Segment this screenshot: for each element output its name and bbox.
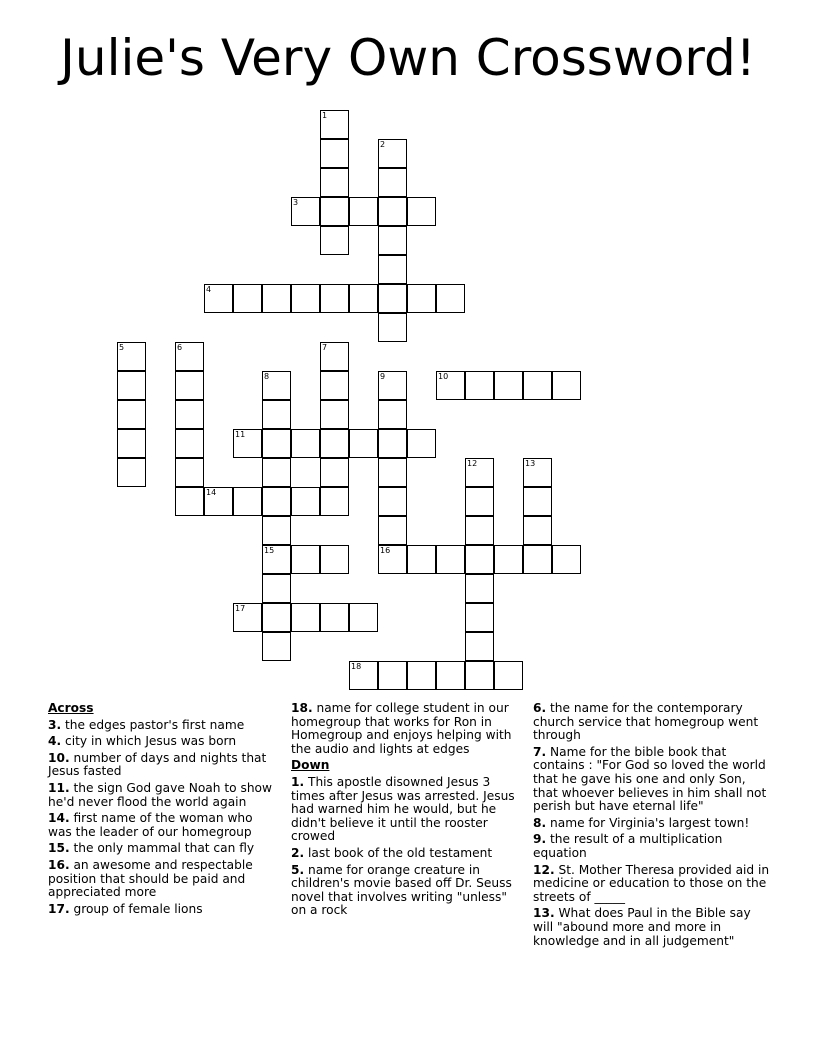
clue-across-18: 18. name for college student in our homegroup that works for Ron in Homegroup and enjoys helping with the audio and lights at edges [291, 701, 512, 756]
clue-across-10: 10. number of days and nights that Jesus fasted [48, 750, 267, 779]
grid-cell[interactable] [117, 458, 146, 487]
across-heading: Across [48, 701, 94, 715]
puzzle-title: Julie's Very Own Crossword! [60, 29, 756, 87]
cell-number: 2 [380, 140, 386, 149]
grid-cell[interactable] [175, 429, 204, 458]
clue-across-11: 11. the sign God gave Noah to show he'd never flood the world again [48, 780, 272, 809]
cell-number: 6 [177, 343, 183, 352]
grid-cell[interactable] [320, 226, 349, 255]
clue-across-17: 17. group of female lions [48, 901, 203, 916]
cell-number: 13 [525, 459, 536, 468]
grid-cell[interactable] [378, 400, 407, 429]
grid-cell[interactable] [262, 574, 291, 603]
grid-cell[interactable] [320, 371, 349, 400]
grid-cell[interactable] [378, 197, 407, 226]
grid-cell[interactable] [262, 400, 291, 429]
grid-cell-14[interactable] [204, 487, 233, 516]
grid-cell-18[interactable] [349, 661, 378, 690]
cell-number: 5 [119, 343, 125, 352]
cell-number: 17 [235, 604, 246, 613]
grid-cell[interactable] [436, 661, 465, 690]
grid-cell-16[interactable] [378, 545, 407, 574]
down-heading: Down [291, 758, 330, 773]
cell-number: 16 [380, 546, 391, 555]
grid-cell-3[interactable] [291, 197, 320, 226]
clue-across-15: 15. the only mammal that can fly [48, 841, 255, 856]
grid-cell[interactable] [175, 371, 204, 400]
cell-number: 15 [264, 546, 275, 555]
grid-cell[interactable] [407, 197, 436, 226]
grid-cell[interactable] [494, 545, 523, 574]
clues-column-3 [533, 702, 771, 951]
grid-cell[interactable] [117, 429, 146, 458]
grid-cell[interactable] [117, 400, 146, 429]
grid-cell[interactable] [552, 371, 581, 400]
grid-cell[interactable] [262, 284, 291, 313]
grid-cell[interactable] [407, 429, 436, 458]
grid-cell[interactable] [320, 545, 349, 574]
grid-cell[interactable] [291, 487, 320, 516]
grid-cell[interactable] [407, 284, 436, 313]
grid-cell[interactable] [233, 284, 262, 313]
grid-cell[interactable] [320, 400, 349, 429]
grid-cell[interactable] [320, 429, 349, 458]
grid-cell[interactable] [291, 603, 320, 632]
clue-down-7: 7. Name for the bible book that contains : "For God so loved the world that he gave his one and only Son, that whoever believes in him shall not perish but have eternal life" [533, 744, 767, 814]
grid-cell[interactable] [378, 661, 407, 690]
grid-cell[interactable] [523, 371, 552, 400]
grid-cell[interactable] [407, 661, 436, 690]
cell-number: 4 [206, 285, 212, 294]
grid-cell[interactable] [291, 284, 320, 313]
grid-cell[interactable] [262, 632, 291, 661]
clue-down-2: 2. last book of the old testament [291, 845, 493, 860]
grid-cell[interactable] [349, 284, 378, 313]
grid-cell-1[interactable] [320, 110, 349, 139]
grid-cell[interactable] [349, 603, 378, 632]
grid-cell-15[interactable] [262, 545, 291, 574]
grid-cell[interactable] [320, 284, 349, 313]
clue-down-8: 8. name for Virginia's largest town! [533, 815, 750, 830]
grid-cell[interactable] [523, 545, 552, 574]
clue-down-13: 13. What does Paul in the Bible say will "abound more and more in knowledge and in all judgement" [533, 906, 751, 948]
grid-cell[interactable] [378, 516, 407, 545]
clue-across-14: 14. first name of the woman who was the leader of our homegroup [48, 811, 253, 839]
grid-cell[interactable] [262, 516, 291, 545]
grid-cell-4[interactable] [204, 284, 233, 313]
grid-cell-8[interactable] [262, 371, 291, 400]
cell-number: 11 [235, 430, 246, 439]
grid-cell[interactable] [465, 632, 494, 661]
clue-down-5: 5. name for orange creature in children's movie based off Dr. Seuss novel that involves writing "unless" on a rock [291, 862, 512, 918]
grid-cell[interactable] [233, 487, 262, 516]
cell-number: 3 [293, 198, 299, 207]
grid-cell-13[interactable] [523, 458, 552, 487]
clue-down-9: 9. the result of a multiplication equation [533, 832, 723, 860]
cell-number: 10 [438, 372, 449, 381]
grid-cell-11[interactable] [233, 429, 262, 458]
cell-number: 12 [467, 459, 478, 468]
grid-cell[interactable] [378, 255, 407, 284]
grid-cell[interactable] [465, 603, 494, 632]
grid-cell[interactable] [465, 487, 494, 516]
grid-cell[interactable] [175, 487, 204, 516]
grid-cell[interactable] [465, 545, 494, 574]
grid-cell-5[interactable] [117, 342, 146, 371]
clue-down-12: 12. St. Mother Theresa provided aid in medicine or education to those on the streets of _____ [533, 862, 770, 904]
grid-cell[interactable] [378, 284, 407, 313]
grid-cell-9[interactable] [378, 371, 407, 400]
grid-cell[interactable] [378, 313, 407, 342]
grid-cell[interactable] [494, 661, 523, 690]
cell-number: 7 [322, 343, 328, 352]
grid-cell[interactable] [320, 168, 349, 197]
grid-cell[interactable] [320, 487, 349, 516]
clue-across-4: 4. city in which Jesus was born [48, 734, 237, 749]
grid-cell-7[interactable] [320, 342, 349, 371]
grid-cell[interactable] [378, 487, 407, 516]
grid-cell-12[interactable] [465, 458, 494, 487]
grid-cell[interactable] [523, 487, 552, 516]
cell-number: 14 [206, 488, 217, 497]
clues-column-1 [48, 702, 280, 919]
grid-cell[interactable] [378, 458, 407, 487]
grid-cell[interactable] [320, 458, 349, 487]
grid-cell[interactable] [291, 545, 320, 574]
grid-cell[interactable] [523, 516, 552, 545]
clue-down-6: 6. the name for the contemporary church service that homegroup went through [533, 701, 759, 743]
grid-cell[interactable] [262, 603, 291, 632]
grid-cell[interactable] [320, 197, 349, 226]
grid-cell[interactable] [378, 168, 407, 197]
grid-cell[interactable] [320, 603, 349, 632]
grid-cell-6[interactable] [175, 342, 204, 371]
grid-cell[interactable] [262, 487, 291, 516]
grid-cell[interactable] [117, 371, 146, 400]
grid-cell[interactable] [349, 197, 378, 226]
grid-cell[interactable] [552, 545, 581, 574]
cell-number: 1 [322, 111, 328, 120]
grid-cell[interactable] [465, 661, 494, 690]
grid-cell[interactable] [494, 371, 523, 400]
grid-cell-2[interactable] [378, 139, 407, 168]
grid-cell[interactable] [262, 458, 291, 487]
grid-cell[interactable] [349, 429, 378, 458]
grid-cell[interactable] [436, 545, 465, 574]
grid-cell-10[interactable] [436, 371, 465, 400]
grid-cell[interactable] [262, 429, 291, 458]
cell-number: 9 [380, 372, 386, 381]
clue-down-1: 1. This apostle disowned Jesus 3 times after Jesus was arrested. Jesus had warned him he would, but he didn't believe it until the rooster crowed [291, 774, 515, 844]
grid-cell[interactable] [465, 371, 494, 400]
grid-cell[interactable] [291, 429, 320, 458]
grid-cell[interactable] [465, 516, 494, 545]
grid-cell[interactable] [436, 284, 465, 313]
clue-across-16: 16. an awesome and respectable position that should be paid and appreciated more [48, 857, 253, 900]
clue-across-3: 3. the edges pastor's first name [48, 717, 245, 732]
grid-cell-17[interactable] [233, 603, 262, 632]
grid-cell[interactable] [407, 545, 436, 574]
cell-number: 18 [351, 662, 362, 671]
grid-cell[interactable] [465, 574, 494, 603]
grid-cell[interactable] [378, 429, 407, 458]
clues-column-2 [291, 702, 523, 921]
cell-number: 8 [264, 372, 270, 381]
grid-cell[interactable] [175, 400, 204, 429]
grid-cell[interactable] [320, 139, 349, 168]
grid-cell[interactable] [378, 226, 407, 255]
grid-cell[interactable] [175, 458, 204, 487]
